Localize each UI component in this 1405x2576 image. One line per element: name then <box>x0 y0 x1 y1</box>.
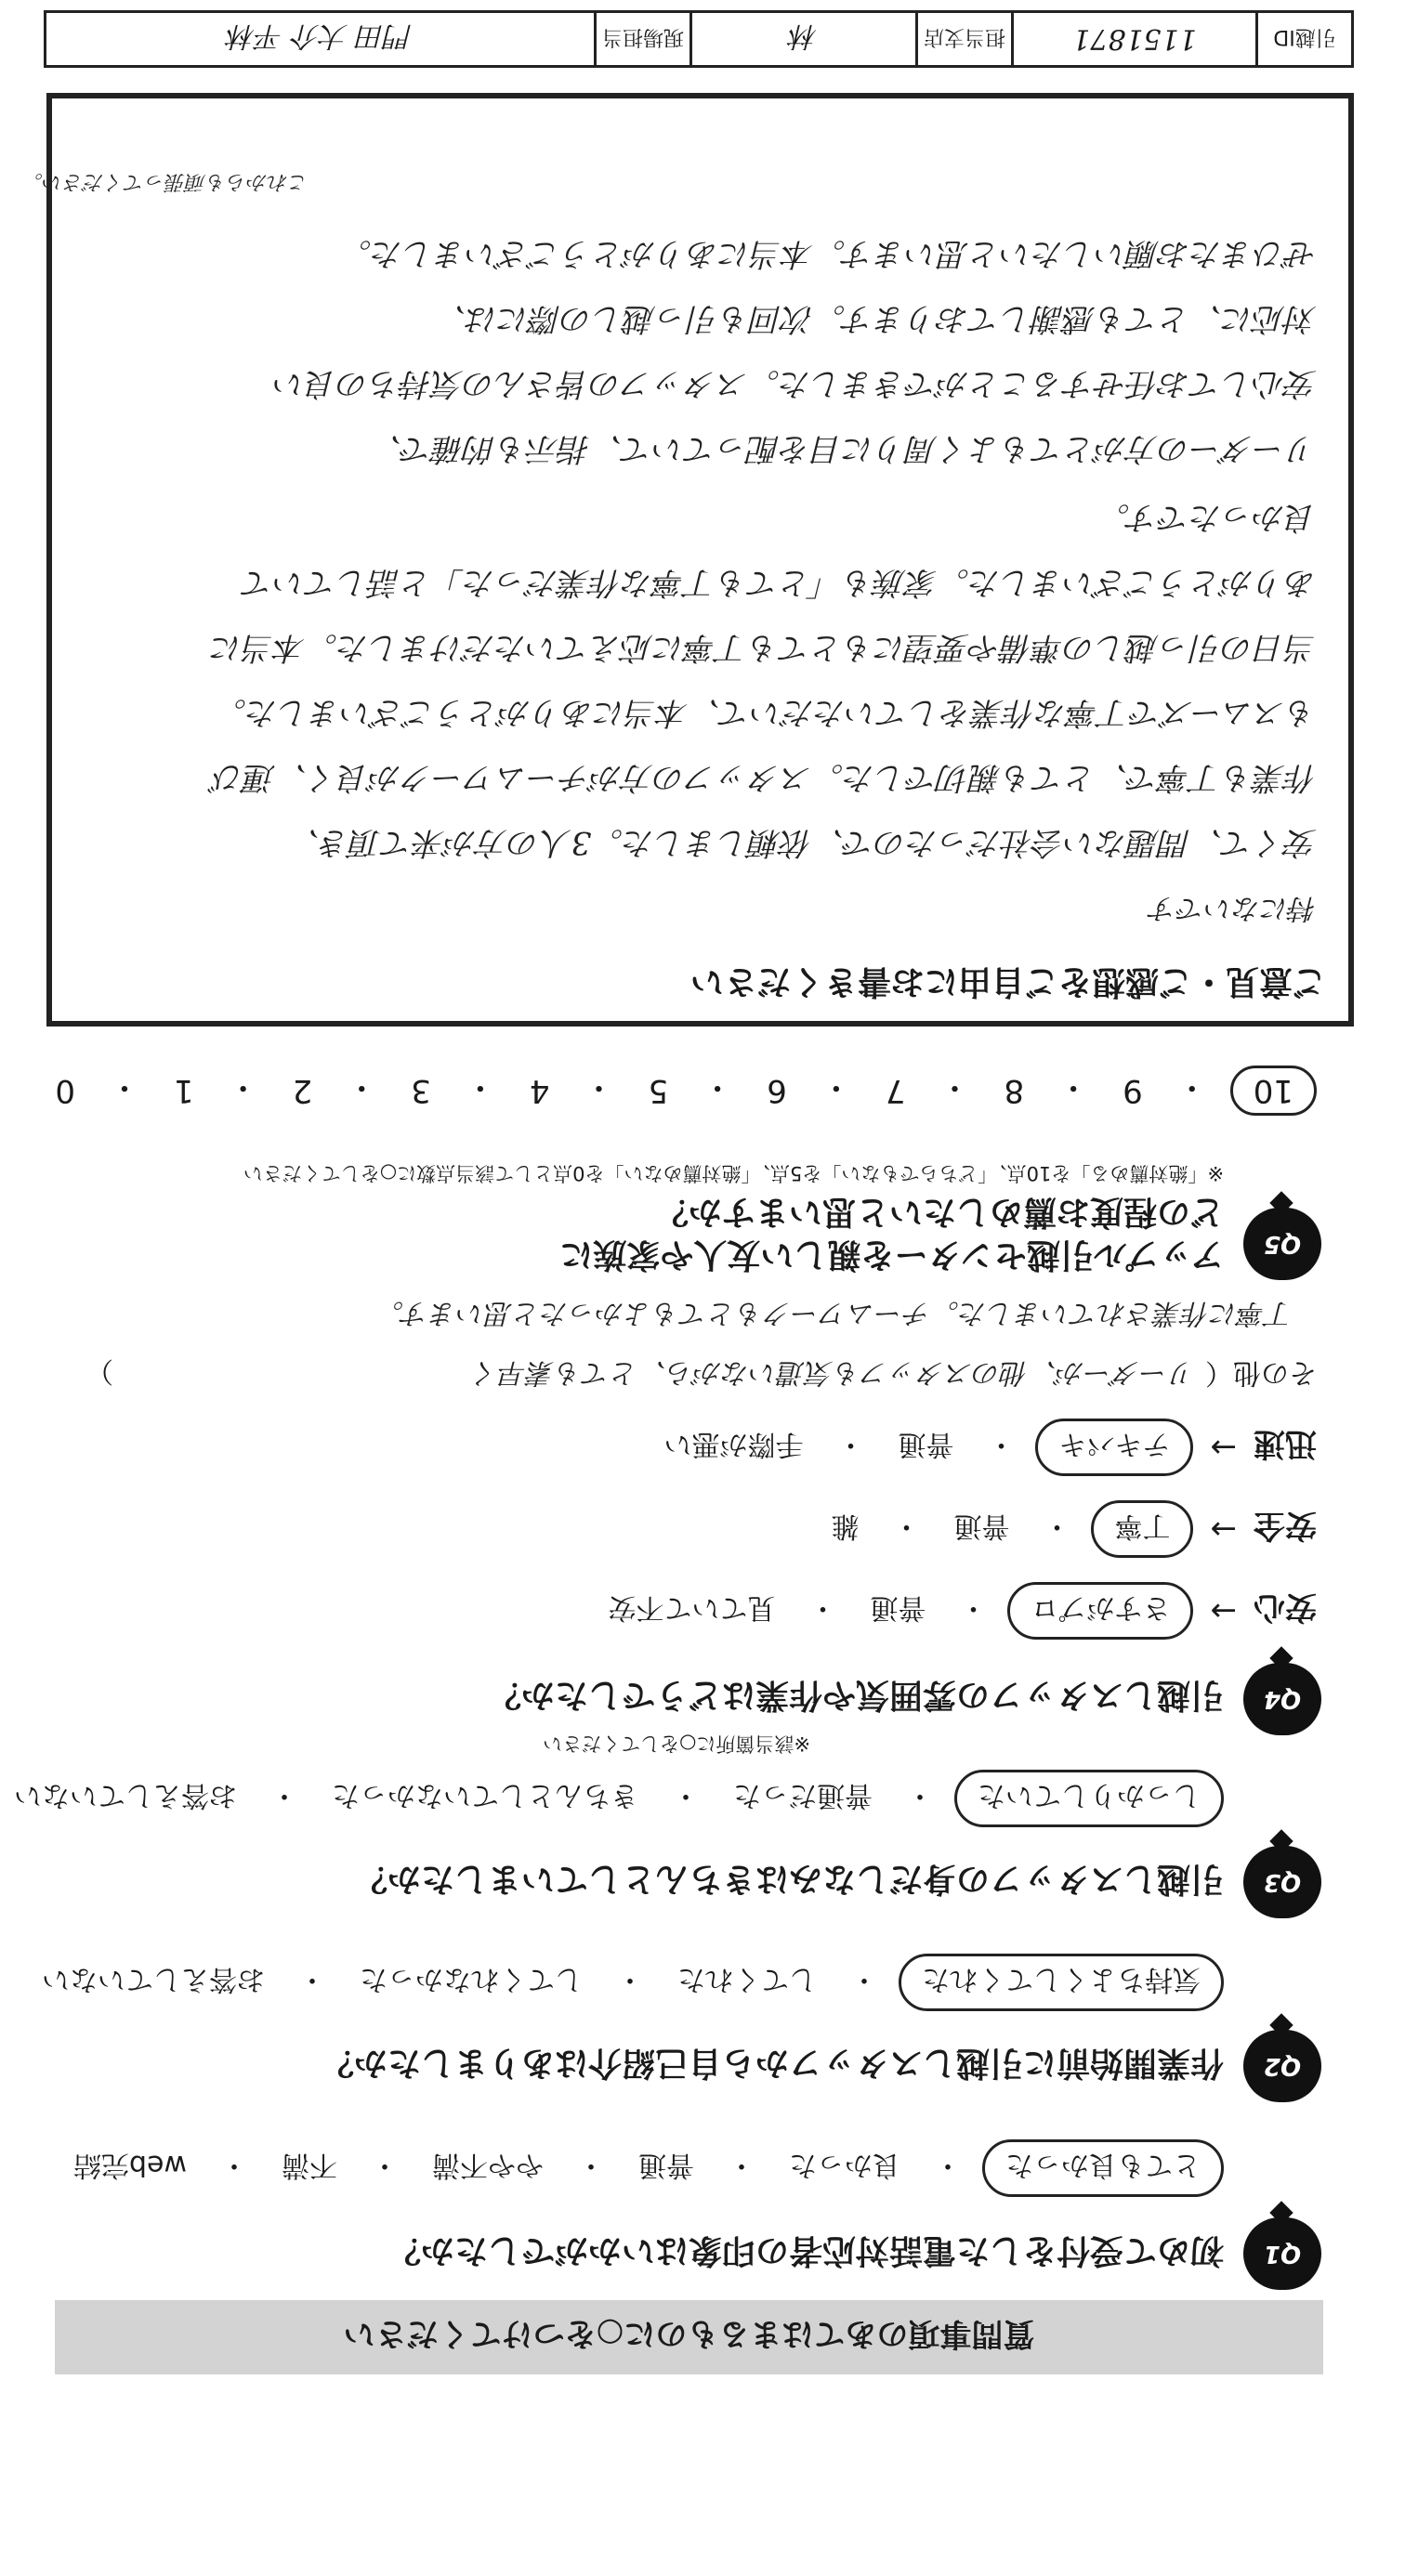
q4-speed-clumsy[interactable]: 手際が悪い <box>663 1428 804 1460</box>
comments-box[interactable] <box>46 93 1354 1026</box>
comment-line: ありがとうございました。家族も「とても丁寧な作業だった」と話していて <box>243 564 1317 601</box>
comment-line: 特にないです <box>1149 892 1317 924</box>
q5-score-scale: 10 ・ 9 ・ 8 ・ 7 ・ 6 ・ 5 ・ 4 ・ 3 ・ 2 ・ 1 ・ 0 <box>44 1066 1317 1116</box>
q5-score-2[interactable]: 2 <box>292 1072 313 1109</box>
q4-other-label: その他（ <box>1205 1356 1317 1389</box>
q4-row-label: 安心 <box>1254 1589 1317 1627</box>
q5-score-7[interactable]: 7 <box>885 1072 906 1109</box>
footer-id-label: 引越ID <box>1255 13 1351 65</box>
q3-options: しっかりしていた ・ 普通だった ・ きちんとしていなかった ・ お答えしていない <box>1 1770 1224 1827</box>
q4-safety-rough[interactable]: 雑 <box>831 1510 860 1542</box>
q4-speed-normal[interactable]: 普通 <box>898 1428 954 1460</box>
q3-option-normal[interactable]: 普通だった <box>733 1779 873 1811</box>
q2-question: 作業開始前に引越しスタッフから自己紹介はありましたか？ <box>320 2044 1224 2082</box>
q5-score-5[interactable]: 5 <box>648 1072 669 1109</box>
q4-note: ※該当箇所に○をしてください <box>543 1733 810 1755</box>
q3-option-neat[interactable]: しっかりしていた <box>954 1770 1224 1827</box>
q5-score-9[interactable]: 9 <box>1123 1072 1143 1109</box>
q2-badge: Q2 <box>1243 2030 1321 2102</box>
q3-option-not-neat[interactable]: きちんとしていなかった <box>332 1779 638 1811</box>
q4-row-reassurance: 安心 → さすがプロ ・ 普通 ・ 見ていて不安 <box>596 1582 1318 1640</box>
q2-options: 気持ちよくしてくれた ・ してくれた ・ してくれなかった ・ お答えしていない <box>29 1954 1224 2011</box>
q4-row-speed: 迅速 → テキパキ ・ 普通 ・ 手際が悪い <box>651 1419 1318 1476</box>
comment-line: 安心してお任せすることができました。スタッフの皆さんの気持ちの良い <box>274 365 1317 402</box>
q1-badge: Q1 <box>1243 2217 1321 2290</box>
q1-option-dissatisfied[interactable]: 不満 <box>282 2149 337 2181</box>
comment-line: 作業も丁寧で、とても親切でした。スタッフの方がチームワークが良く、運び <box>212 759 1317 796</box>
q5-badge: Q5 <box>1243 1208 1321 1280</box>
q5-score-0[interactable]: 0 <box>55 1072 75 1109</box>
comment-line: リーダーの方がとてもよく周りに目を配っていて、指示も的確で、 <box>370 430 1317 467</box>
q4-row-label: 安全 <box>1254 1507 1317 1545</box>
q1-option-somewhat-dissatisfied[interactable]: やや不満 <box>432 2149 544 2181</box>
q5-score-8[interactable]: 8 <box>1004 1072 1025 1109</box>
comment-line: もスムーズで丁寧な作業をしていただいて、本当にありがとうございました。 <box>215 694 1317 731</box>
comment-line: ぜひまたお願いしたいと思います。本当にありがとうございました。 <box>339 235 1317 272</box>
q4-row-safety: 安全 → 丁寧 ・ 普通 ・ 雑 <box>819 1500 1318 1558</box>
q2-option-pleasant[interactable]: 気持ちよくしてくれた <box>899 1954 1224 2011</box>
q4-row-label: 迅速 <box>1254 1425 1317 1463</box>
q4-other-close: ） <box>85 1354 113 1387</box>
q5-score-3[interactable]: 3 <box>411 1072 431 1109</box>
q4-other-handwritten-2: 丁寧に作業されていました。チームワークもとてもよかったと思います。 <box>375 1297 1293 1329</box>
q1-option-normal[interactable]: 普通 <box>638 2149 694 2181</box>
comment-line: 安くて、問題ない会社だったので、依頼しました。3人の方が来て頂き、 <box>288 824 1317 861</box>
q1-question: 初めて受付をした電話対応者の印象はいかがでしたか？ <box>387 2231 1224 2269</box>
footer-branch-value: 林 <box>689 13 915 65</box>
q4-safety-careful[interactable]: 丁寧 <box>1092 1500 1194 1558</box>
footer-leader-value: 門田 大介 平林 <box>227 20 414 52</box>
q4-reassurance-normal[interactable]: 普通 <box>870 1591 926 1624</box>
comment-line: これからも頑張ってください。 <box>21 170 309 193</box>
footer-leader-label: 現場担当 <box>594 13 689 65</box>
staff-footer-table <box>44 10 1354 68</box>
arrow-icon: → <box>1210 1510 1237 1548</box>
q4-badge: Q4 <box>1243 1663 1321 1735</box>
comment-line: 対応に、とても感謝しております。次回も引っ越しの際には、 <box>434 300 1317 337</box>
q4-question: 引越しスタッフの雰囲気や作業はどうでしたか？ <box>487 1676 1224 1714</box>
q5-score-4[interactable]: 4 <box>529 1072 550 1109</box>
instruction-banner: 質問事項のあてはまるものに○をつけてください <box>55 2300 1323 2374</box>
q4-speed-efficient[interactable]: テキパキ <box>1036 1419 1194 1476</box>
q4-other-handwritten-1: リーダーが、他のスタッフも気遣いながら、とても素早く <box>471 1356 1196 1389</box>
q5-question-line-1: アップル引越センターを親しい友人や家族に <box>559 1236 1224 1274</box>
comment-line: 良かったです。 <box>1097 499 1317 536</box>
q4-reassurance-anxious[interactable]: 見ていて不安 <box>608 1591 776 1624</box>
comment-line: 当日の引っ越しの準備や要望にもとても丁寧に応えていただけました。本当に <box>211 629 1317 666</box>
q2-option-no[interactable]: してくれなかった <box>360 1963 583 1995</box>
q5-note: ※「絶対薦める」を10点、「どちらでもない」を5点、「絶対薦めない」を0点として該当点数に○をしてください <box>243 1162 1224 1184</box>
arrow-icon: → <box>1210 1592 1237 1629</box>
q5-score-1[interactable]: 1 <box>173 1072 194 1109</box>
footer-id-value: 1151871 <box>1011 13 1255 65</box>
q4-safety-normal[interactable]: 普通 <box>953 1510 1010 1542</box>
q3-question: 引越しスタッフの身だしなみはきちんとしていましたか？ <box>353 1860 1224 1898</box>
comments-header: ご意見・ご感想をご自由にお書きください <box>689 962 1326 1000</box>
q2-option-yes[interactable]: してくれた <box>677 1963 817 1995</box>
q1-option-very-good[interactable]: とても良かった <box>982 2139 1224 2197</box>
q1-option-good[interactable]: 良かった <box>789 2149 900 2181</box>
q5-score-6[interactable]: 6 <box>767 1072 787 1109</box>
q5-score-10[interactable]: 10 <box>1230 1066 1317 1116</box>
q4-reassurance-pro[interactable]: さすがプロ <box>1008 1582 1194 1640</box>
q1-option-web-complete[interactable]: web完結 <box>72 2149 187 2181</box>
arrow-icon: → <box>1210 1429 1237 1466</box>
q5-question-line-2: どの程度お薦めしたいと思いますか？ <box>654 1193 1224 1231</box>
q4-other-field[interactable] <box>471 1355 1317 1396</box>
q2-option-no-answer[interactable]: お答えしていない <box>42 1963 265 1995</box>
q3-option-no-answer[interactable]: お答えしていない <box>14 1779 237 1811</box>
q3-badge: Q3 <box>1243 1846 1321 1918</box>
footer-branch-label: 担当支店 <box>915 13 1011 65</box>
q1-options: とても良かった ・ 良かった ・ 普通 ・ やや不満 ・ 不満 ・ web完結 <box>60 2139 1224 2197</box>
